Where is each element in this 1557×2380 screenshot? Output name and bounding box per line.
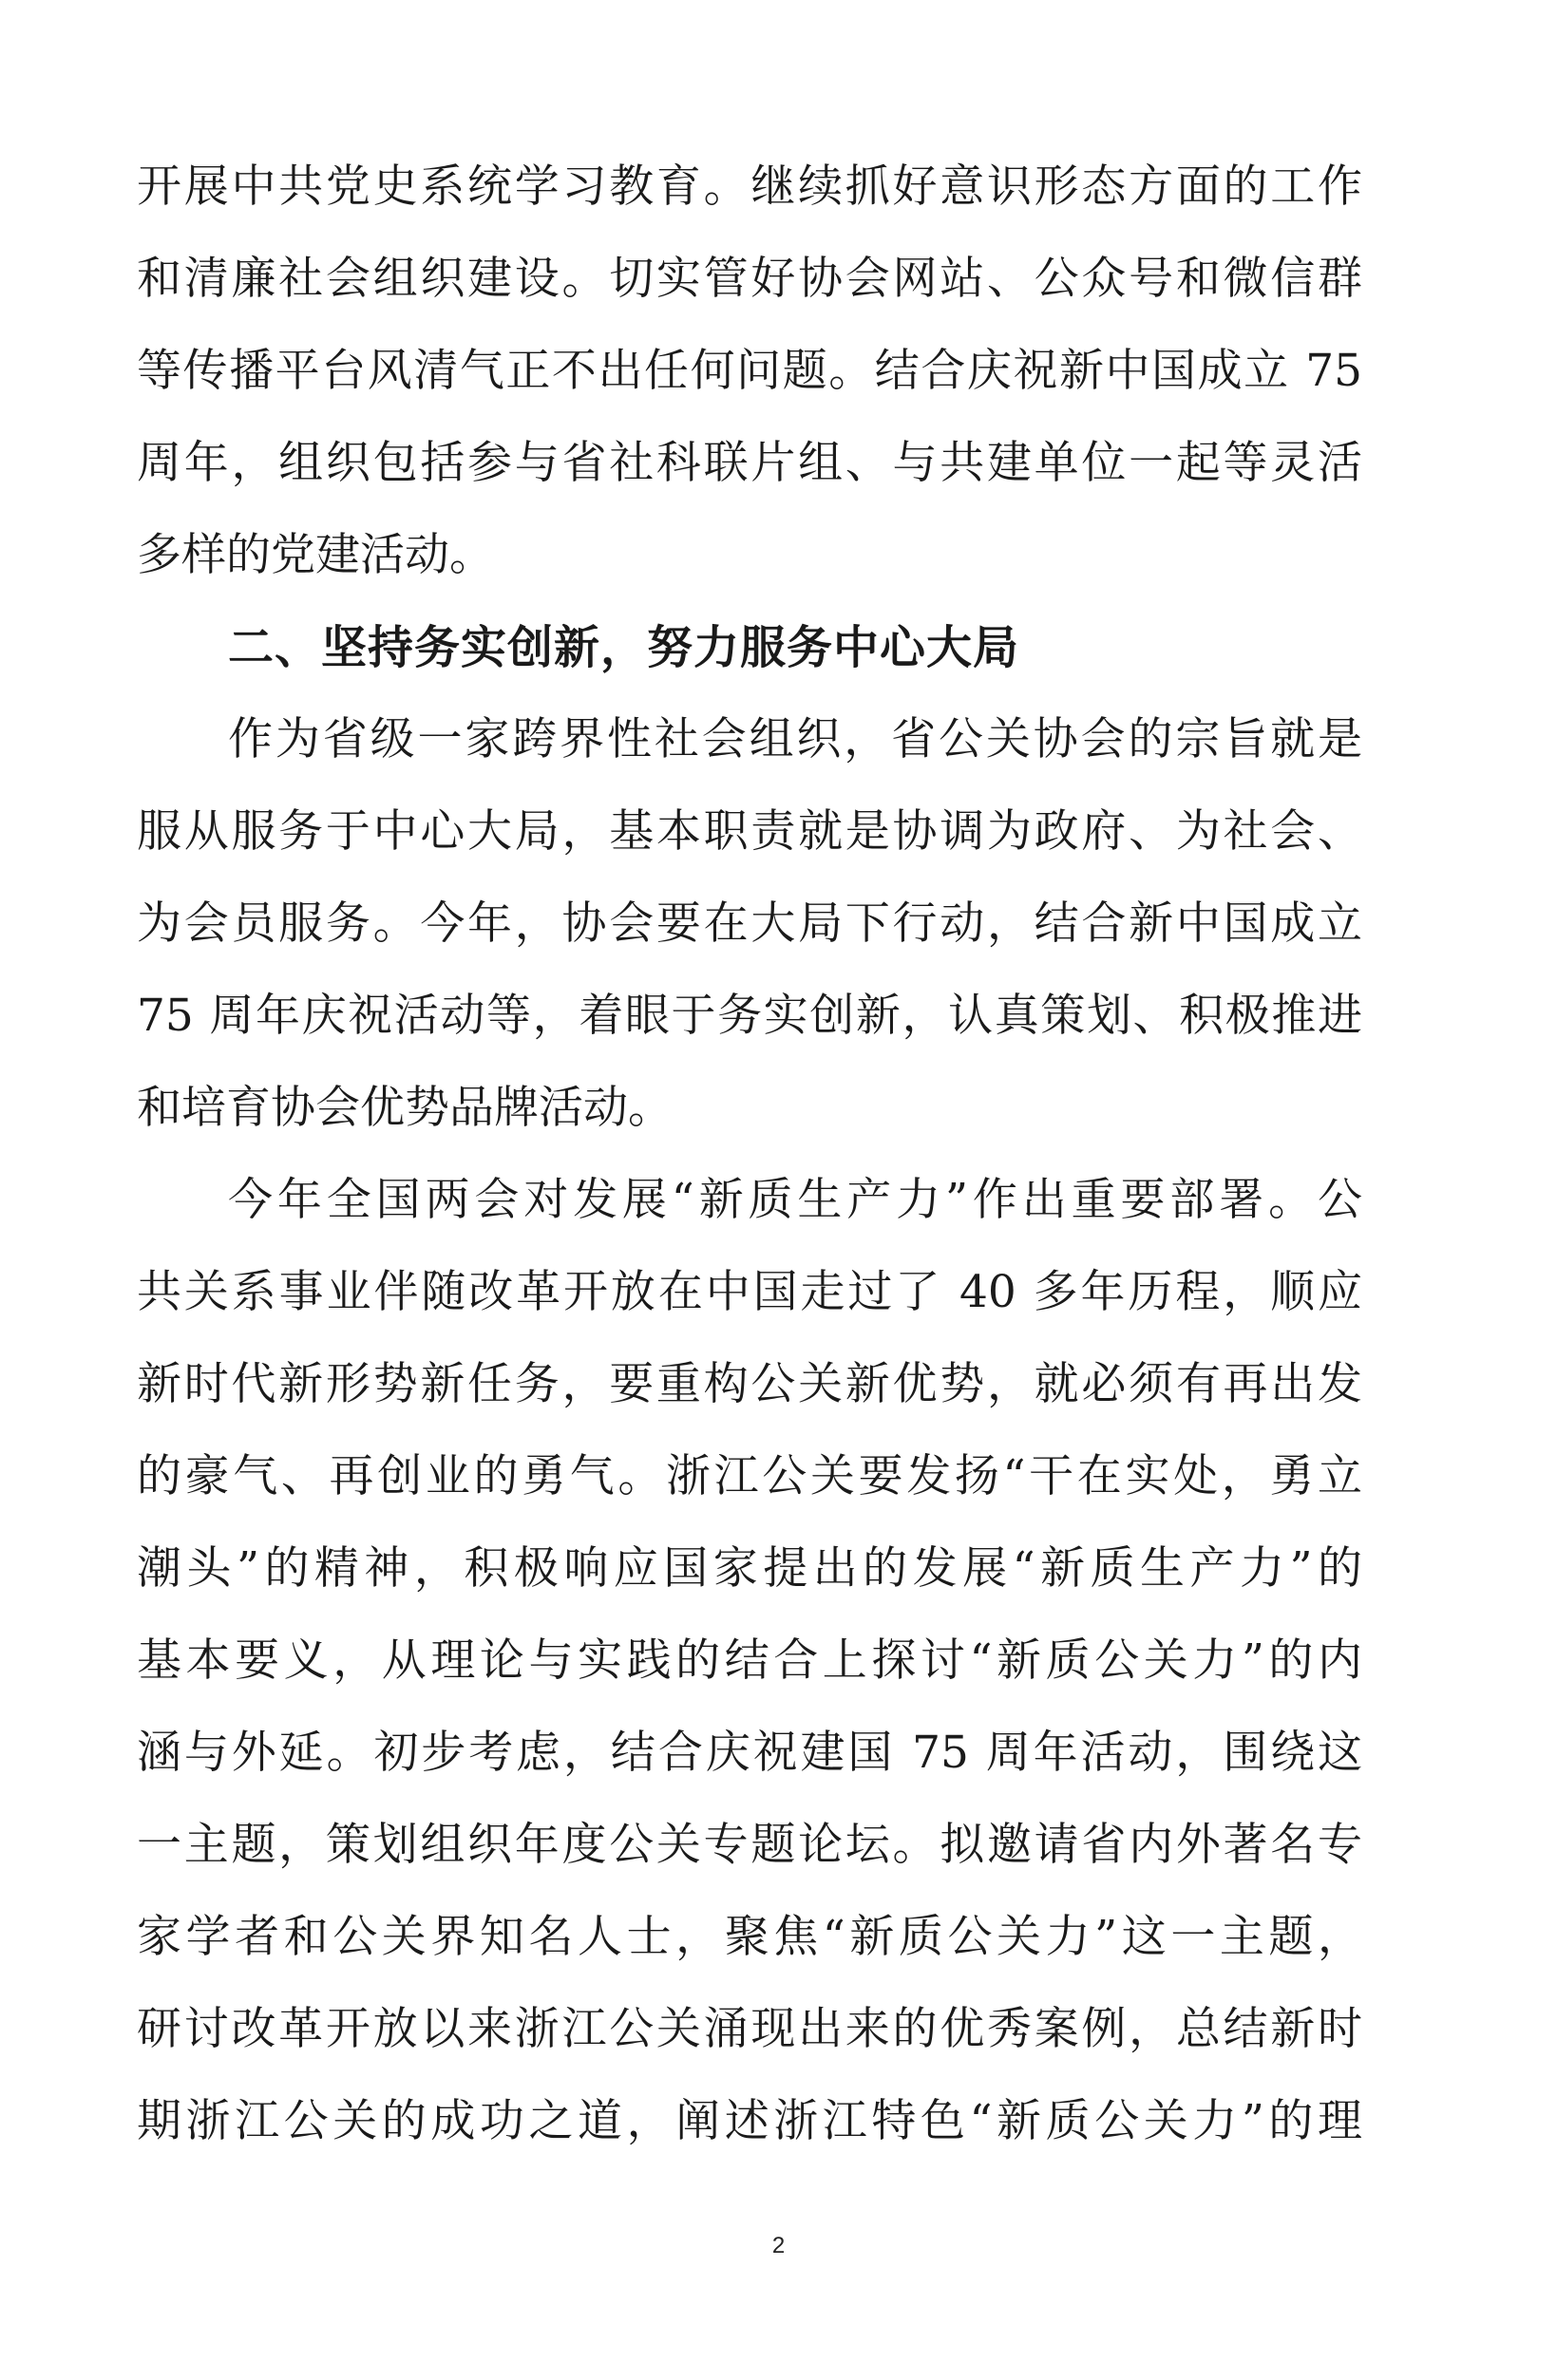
paragraph-3-line-7: 涵与外延。初步考虑，结合庆祝建国 75 周年活动，围绕这 <box>137 1727 1362 1779</box>
paragraph-3-line-4: 的豪气、再创业的勇气。浙江公关要发扬“干在实处，勇立 <box>137 1450 1362 1502</box>
paragraph-1-line-3: 等传播平台风清气正不出任何问题。结合庆祝新中国成立 75 <box>137 345 1362 397</box>
paragraph-2-line-4: 75 周年庆祝活动等，着眼于务实创新，认真策划、积极推进 <box>137 990 1362 1042</box>
paragraph-2-line-5: 和培育协会优势品牌活动。 <box>137 1082 673 1134</box>
paragraph-2-line-3: 为会员服务。今年，协会要在大局下行动，结合新中国成立 <box>137 897 1362 950</box>
paragraph-3-line-3: 新时代新形势新任务，要重构公关新优势，就必须有再出发 <box>137 1358 1362 1410</box>
section-heading: 二、坚持务实创新，努力服务中心大局 <box>228 621 1020 674</box>
paragraph-1-line-2: 和清廉社会组织建设。切实管好协会网站、公众号和微信群 <box>137 253 1362 305</box>
paragraph-1-line-1: 开展中共党史系统学习教育。继续抓好意识形态方面的工作 <box>137 161 1362 213</box>
paragraph-3-line-9: 家学者和公关界知名人士，聚焦“新质公关力”这一主题， <box>137 1911 1362 1963</box>
paragraph-3-line-10: 研讨改革开放以来浙江公关涌现出来的优秀案例，总结新时 <box>137 2003 1362 2055</box>
paragraph-3-line-8: 一主题，策划组织年度公关专题论坛。拟邀请省内外著名专 <box>137 1819 1362 1871</box>
paragraph-3-line-1: 今年全国两会对发展“新质生产力”作出重要部署。公 <box>228 1174 1362 1226</box>
paragraph-3-line-11: 期浙江公关的成功之道，阐述浙江特色“新质公关力”的理 <box>137 2095 1362 2147</box>
paragraph-3-line-6: 基本要义，从理论与实践的结合上探讨“新质公关力”的内 <box>137 1634 1362 1687</box>
paragraph-2-line-1: 作为省级一家跨界性社会组织，省公关协会的宗旨就是 <box>228 713 1362 765</box>
paragraph-1-line-4: 周年，组织包括参与省社科联片组、与共建单位一起等灵活 <box>137 437 1362 489</box>
paragraph-3-line-5: 潮头”的精神，积极响应国家提出的发展“新质生产力”的 <box>137 1542 1362 1595</box>
page-number: 2 <box>771 2233 786 2258</box>
paragraph-2-line-2: 服从服务于中心大局，基本职责就是协调为政府、为社会、 <box>137 805 1362 858</box>
paragraph-3-line-2: 共关系事业伴随改革开放在中国走过了 40 多年历程，顺应 <box>137 1266 1362 1318</box>
paragraph-1-line-5: 多样的党建活动。 <box>137 529 494 581</box>
